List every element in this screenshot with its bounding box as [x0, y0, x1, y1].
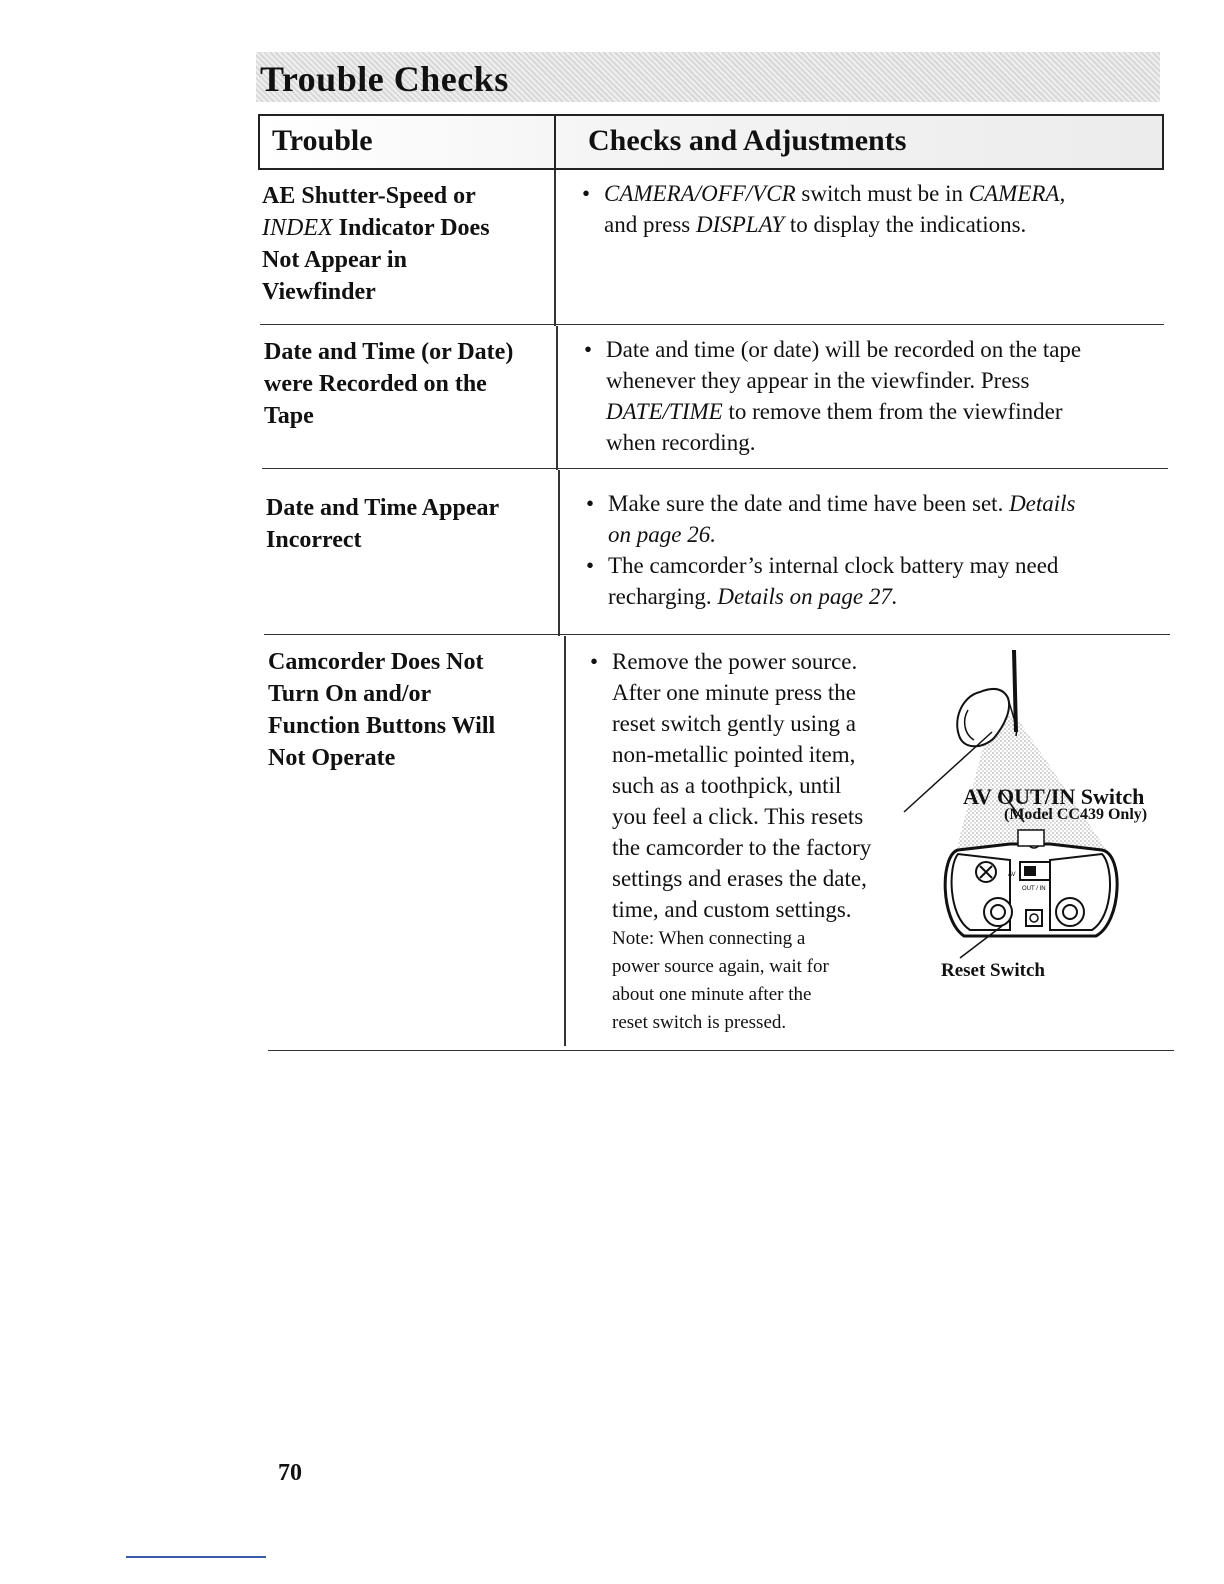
header-divider [554, 114, 556, 170]
outin-small-label: OUT / IN [1022, 886, 1046, 892]
check-row-4: • Remove the power source. After one minute press the reset switch gently using a non-metallic pointed item, such as a toothpick, until you feel a click. This resets the camcorder to the factory settings and erases the date, time, and custom settings. Note: When connecting a power source again, wait for about one minute after the reset switch is pressed. [612, 646, 932, 1037]
column-divider [564, 636, 566, 1046]
model-label: (Model CC439 Only) [1004, 806, 1148, 823]
footer-line [126, 1556, 266, 1558]
trouble-row-1: AE Shutter-Speed or INDEX Indicator Does Not Appear in Viewfinder [262, 183, 490, 305]
bullet: • [586, 553, 595, 578]
check-row-1: • CAMERA/OFF/VCR switch must be in CAMERA, and press DISPLAY to display the indications. [604, 178, 1144, 240]
column-divider [554, 170, 556, 326]
page-number: 70 [278, 1460, 302, 1486]
trouble-row-3: Date and Time Appear Incorrect [266, 495, 500, 553]
header-checks: Checks and Adjustments [588, 124, 907, 157]
reset-switch-label: Reset Switch [941, 960, 1045, 981]
page-title: Trouble Checks [260, 59, 509, 99]
av-switch-label: AV OUT/IN Switch [963, 784, 1145, 809]
bullet: • [586, 491, 595, 516]
row-separator [260, 324, 1164, 325]
row-separator [262, 468, 1168, 469]
trouble-row-4: Camcorder Does Not Turn On and/or Function Buttons Will Not Operate [268, 649, 496, 771]
row-separator [268, 1050, 1174, 1051]
row-separator [264, 634, 1170, 635]
header-trouble: Trouble [272, 124, 373, 157]
check-row-2: • Date and time (or date) will be recorded on the tape whenever they appear in the viewfinder. Press DATE/TIME to remove them from the viewfinder when recording. [606, 334, 1146, 458]
bullet: • [590, 649, 599, 674]
bullet: • [582, 181, 591, 206]
column-divider [558, 470, 560, 636]
bullet: • [584, 337, 593, 362]
check-row-3: • Make sure the date and time have been set. Details on page 26. • The camcorder’s internal clock battery may need recharging. Details on page 27. [608, 488, 1148, 612]
column-divider [556, 326, 558, 470]
trouble-row-2: Date and Time (or Date) were Recorded on the Tape [264, 339, 514, 429]
av-small-label: AV [1008, 872, 1016, 878]
